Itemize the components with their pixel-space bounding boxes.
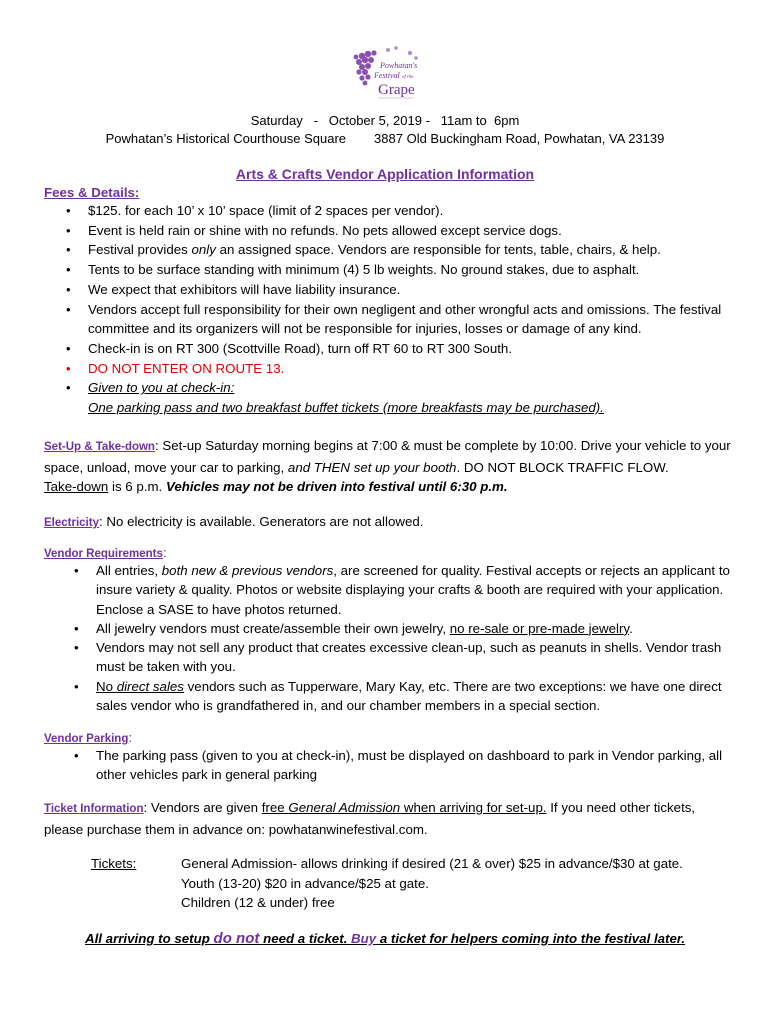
final-note: All arriving to setup do not need a ticket. Buy a ticket for helpers coming into the festival later. [84, 930, 686, 947]
logo-text-4: Grape [378, 82, 415, 98]
list-item: • Given to you at check-in: One parking pass and two breakfast buffet tickets (more breakfasts may be purchased). [62, 378, 732, 417]
ticket-line: Youth (13-20) $20 in advance/$25 at gate. [181, 875, 429, 891]
vendor-parking-list [70, 746, 730, 785]
list-item: • Check-in is on RT 300 (Scottville Road), turn off RT 60 to RT 300 South. [62, 339, 732, 359]
ticket-info-section: Ticket Information: Vendors are given free General Admission when arriving for set-up. If you need other tickets, please purchase them in advance on: powhatanwinefestival.com. [44, 800, 696, 837]
list-item: • Vendors may not sell any product that creates excessive clean-up, such as peanuts in shells. Vendor trash must be taken with you. [70, 638, 730, 677]
venue-name: Powhatan’s Historical Courthouse Square [105, 131, 347, 146]
vendor-parking-heading: Vendor Parking: [44, 730, 133, 745]
electricity-heading: Electricity [44, 517, 99, 529]
logo-text-1: Powhatan's [380, 61, 418, 70]
event-date-line: Saturday - October 5, 2019 - 11am to 6pm [250, 113, 520, 128]
list-item: • Vendors accept full responsibility for their own negligent and other wrongful acts and omissions. The festival committee and its organizers will not be responsible for injuries, losses or damage of any kind. [62, 300, 732, 339]
vendor-requirements-heading: Vendor Requirements: [44, 545, 167, 560]
list-item: • All jewelry vendors must create/assemble their own jewelry, no re-sale or pre-made jewelry. [70, 619, 730, 638]
vendor-requirements-list [70, 561, 730, 715]
list-item: • Tents to be surface standing with minimum (4) 5 lb weights. No ground stakes, due to asphalt. [62, 260, 732, 280]
logo-text-3: of the [402, 75, 414, 80]
setup-heading: Set-Up & Take-down [44, 441, 155, 453]
ticket-line: General Admission- allows drinking if desired (21 & over) $25 in advance/$30 at gate. [181, 856, 683, 871]
list-item: • We expect that exhibitors will have liability insurance. [62, 280, 732, 300]
fees-heading: Fees & Details: [44, 185, 140, 200]
tickets-label: Tickets: [91, 856, 137, 871]
electricity-section: Electricity: No electricity is available. Generators are not allowed. [44, 514, 424, 529]
list-item: • Festival provides only an assigned space. Vendors are responsible for tents, table, chairs, & help. [62, 240, 732, 260]
list-item: • The parking pass (given to you at check-in), must be displayed on dashboard to park in Vendor parking, all other vehicles park in general parking [70, 746, 730, 785]
ticket-line: Children (12 & under) free [181, 895, 335, 910]
grape-cluster-icon [348, 44, 424, 106]
list-item: • Event is held rain or shine with no refunds. No pets allowed except service dogs. [62, 221, 732, 241]
route-warning: • DO NOT ENTER ON ROUTE 13. [62, 359, 732, 379]
list-item: • All entries, both new & previous vendors, are screened for quality. Festival accepts or rejects an applicant to insure variety & quality. Photos or website displaying your crafts & booth are required with your application. Enclose a SASE to have photos returned. [70, 561, 730, 619]
page-title: Arts & Crafts Vendor Application Information [235, 166, 535, 182]
fees-list [62, 201, 732, 418]
logo-text-2: Festival [374, 71, 400, 80]
festival-logo [348, 44, 424, 106]
setup-section: Set-Up & Take-down: Set-up Saturday morning begins at 7:00 & must be complete by 10:00. Drive your vehicle to your space, unload, move your car to parking, and THEN set up your booth. DO NOT BLOCK TRAFFIC FLOW. Take-down is 6 p.m. Vehicles may not be driven into festival until 6:30 p.m. [44, 438, 731, 495]
ticket-info-heading: Ticket Information [44, 803, 144, 815]
list-item: • $125. for each 10’ x 10’ space (limit of 2 spaces per vendor). [62, 201, 732, 221]
ticket-price-lines [181, 854, 741, 913]
event-location-line [0, 131, 770, 146]
venue-address: 3887 Old Buckingham Road, Powhatan, VA 23139 [374, 131, 665, 146]
list-item: • No direct sales vendors such as Tupperware, Mary Kay, etc. There are two exceptions: we have one direct sales vendor who is grandfathered in, and our chamber members in a special section. [70, 677, 730, 716]
